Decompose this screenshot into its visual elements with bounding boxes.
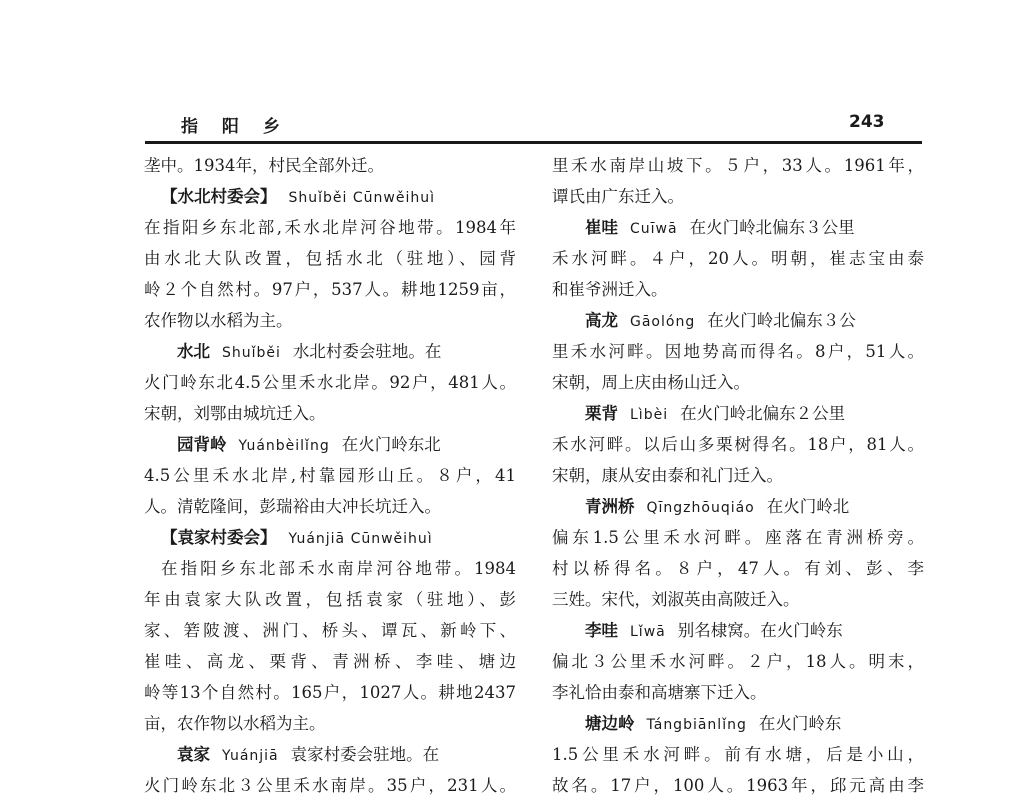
text-line: 和崔爷洲迁入。 bbox=[552, 280, 668, 299]
entry-name: 塘边岭 bbox=[585, 714, 635, 733]
entry-heading-line bbox=[144, 522, 516, 553]
text-line: 宋朝，周上庆由杨山迁入。 bbox=[552, 373, 750, 392]
entry-heading-line bbox=[144, 429, 516, 460]
entry-heading-line bbox=[552, 305, 924, 336]
text-line: 李礼恰由泰和高塘寨下迁入。 bbox=[552, 683, 767, 702]
entry-pinyin: Shuǐběi Cūnwěihuì bbox=[288, 190, 435, 206]
text-line: 禾水河畔。４户，20人。明朝，崔志宝由泰 bbox=[552, 249, 924, 268]
entry-heading-line bbox=[552, 615, 924, 646]
text-line: 在指阳乡东北部禾水南岸河谷地带。1984 bbox=[161, 559, 516, 578]
text-line: 农作物以水稻为主。 bbox=[144, 311, 293, 330]
text-line: 岭２个自然村。97户，537人。耕地1259亩， bbox=[144, 280, 516, 299]
entry-name: 【水北村委会】 bbox=[161, 187, 277, 206]
entry-pinyin: Yuánjiā Cūnwěihuì bbox=[288, 531, 433, 547]
entry-pinyin: Yuánbèilǐng bbox=[238, 438, 330, 454]
entry-heading-line bbox=[144, 336, 516, 367]
text-line: 垄中。1934年，村民全部外迁。 bbox=[144, 156, 384, 175]
text-line: 宋朝，刘鄂由城坑迁入。 bbox=[144, 404, 326, 423]
text-line: 火门岭东北３公里禾水南岸。35户，231人。 bbox=[144, 776, 516, 795]
text-line: 里禾水河畔。因地势高而得名。8户，51人。 bbox=[552, 342, 924, 361]
entry-text: 别名棣窝。在火门岭东 bbox=[677, 621, 843, 640]
entry-text: 在火门岭北偏东３公 bbox=[707, 311, 856, 330]
text-line: 亩，农作物以水稻为主。 bbox=[144, 714, 326, 733]
text-line: 1.5公里禾水河畔。前有水塘，后是小山， bbox=[552, 745, 924, 764]
entry-text: 在火门岭北偏东２公里 bbox=[680, 404, 846, 423]
text-line: 村以桥得名。８户，47人。有刘、彭、李 bbox=[552, 559, 924, 578]
entry-heading-line bbox=[144, 181, 516, 212]
entry-pinyin: Yuánjiā bbox=[222, 748, 279, 764]
text-line: 火门岭东北4.5公里禾水北岸。92户，481人。 bbox=[144, 373, 516, 392]
entry-heading-line bbox=[552, 491, 924, 522]
text-line: 里禾水南岸山坡下。５户，33人。1961年， bbox=[552, 156, 924, 175]
page-header-title: 指 阳 乡 bbox=[181, 117, 289, 137]
page-number: 243 bbox=[849, 112, 885, 132]
entry-text: 水北村委会驻地。在 bbox=[292, 342, 442, 361]
entry-text: 在火门岭东 bbox=[758, 714, 842, 733]
entry-heading-line bbox=[552, 212, 924, 243]
entry-name: 崔哇 bbox=[585, 218, 618, 237]
entry-name: 李哇 bbox=[585, 621, 618, 640]
text-line: 故名。17户，100人。1963年，邱元高由李 bbox=[552, 776, 924, 795]
text-line: 人。清乾隆间，彭瑞裕由大冲长坑迁入。 bbox=[144, 497, 441, 516]
entry-pinyin: Lìbèi bbox=[630, 407, 669, 423]
text-line: 偏东1.5公里禾水河畔。座落在青洲桥旁。 bbox=[552, 528, 924, 547]
entry-pinyin: Gāolóng bbox=[630, 314, 696, 330]
entry-name: 水北 bbox=[177, 342, 210, 361]
text-line: 在指阳乡东北部,禾水北岸河谷地带。1984年 bbox=[144, 218, 516, 237]
entry-heading-line bbox=[552, 398, 924, 429]
entry-name: 青洲桥 bbox=[585, 497, 635, 516]
text-line: 三姓。宋代，刘淑英由高陂迁入。 bbox=[552, 590, 800, 609]
entry-text: 在火门岭东北 bbox=[341, 435, 441, 454]
entry-pinyin: Lǐwā bbox=[630, 624, 666, 640]
entry-pinyin: Shuǐběi bbox=[222, 345, 281, 361]
entry-name: 袁家 bbox=[177, 745, 210, 764]
entry-pinyin: Qīngzhōuqiáo bbox=[646, 500, 755, 516]
text-line: 由水北大队改置，包括水北（驻地）、园背 bbox=[144, 249, 516, 268]
entry-name: 园背岭 bbox=[177, 435, 227, 454]
entry-name: 栗背 bbox=[585, 404, 618, 423]
text-line: 岭等13个自然村。165户，1027人。耕地2437 bbox=[144, 683, 516, 702]
entry-name: 【袁家村委会】 bbox=[161, 528, 277, 547]
entry-heading-line bbox=[144, 739, 516, 770]
entry-name: 高龙 bbox=[585, 311, 618, 330]
text-line: 宋朝，康从安由泰和礼门迁入。 bbox=[552, 466, 783, 485]
entry-pinyin: Cuīwā bbox=[630, 221, 678, 237]
text-line: 崔哇、高龙、栗背、青洲桥、李哇、塘边 bbox=[144, 652, 516, 671]
text-line: 谭氏由广东迁入。 bbox=[552, 187, 684, 206]
text-line: 禾水河畔。以后山多栗树得名。18户，81人。 bbox=[552, 435, 924, 454]
left-column bbox=[144, 150, 516, 801]
entry-text: 袁家村委会驻地。在 bbox=[290, 745, 440, 764]
text-line: 4.5公里禾水北岸,村靠园形山丘。８户，41 bbox=[144, 466, 516, 485]
right-column bbox=[552, 150, 924, 801]
entry-heading-line bbox=[552, 708, 924, 739]
entry-pinyin: Tángbiānlǐng bbox=[646, 717, 747, 733]
text-line: 年由袁家大队改置，包括袁家（驻地）、彭 bbox=[144, 590, 516, 609]
entry-text: 在火门岭北 bbox=[766, 497, 850, 516]
text-line: 家、箬陂渡、洲门、桥头、谭瓦、新岭下、 bbox=[144, 621, 516, 640]
text-line: 偏北３公里禾水河畔。２户，18人。明末， bbox=[552, 652, 924, 671]
entry-text: 在火门岭北偏东３公里 bbox=[689, 218, 855, 237]
header-rule bbox=[145, 141, 922, 144]
